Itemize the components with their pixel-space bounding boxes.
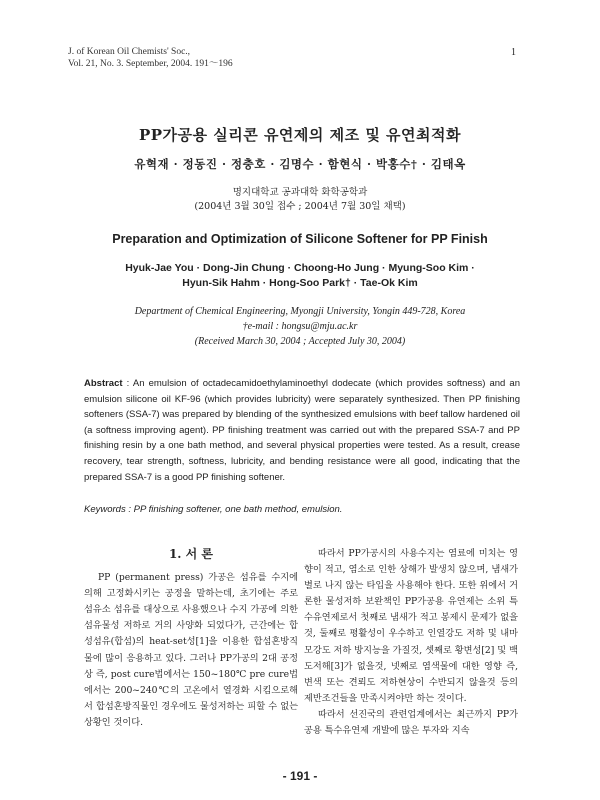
- footer-page-number: - 191 -: [282, 769, 318, 783]
- corresponding-email: †e-mail : hongsu@mju.ac.kr: [242, 321, 358, 332]
- journal-name: J. of Korean Oil Chemists' Soc.,: [68, 47, 191, 57]
- affiliation-english-dept: Department of Chemical Engineering, Myongji University, Yongin 449-728, Korea: [134, 306, 466, 317]
- authors-english-line1: Hyuk-Jae You · Dong-Jin Chung · Choong-Ho Jung · Myung-Soo Kim ·: [125, 262, 475, 274]
- affiliation-korean-dept: 명지대학교 공과대학 화학공학과: [232, 187, 368, 198]
- column-left: [84, 546, 298, 731]
- affiliation-korean: [0, 186, 600, 214]
- dates-english: (Received March 30, 2004 ; Accepted July 30, 2004): [194, 336, 406, 347]
- authors-english: [0, 261, 600, 291]
- title-english: Preparation and Optimization of Silicone Softener for PP Finish: [112, 232, 488, 246]
- abstract-text: : An emulsion of octadecamidoethylaminoethyl dodecate (which provides softness) and an emulsion silicone oil KF-96 (which provides lubricity) were separately synthesized. Then PP finishing softeners (SSA-7) was prepared by blending of the synthesized emulsions with beef tallow hardened oil (a softness improving agent). PP finishing treatment was carried out with the prepared SSA-7 and PP finishing resin by a one bath method, and several physical properties were tested. As a result, crease recovery, tear strength, softness, lubricity, and bending resistance were all good, indicating that the prepared SSA-7 is a good PP finishing softener.: [84, 378, 520, 483]
- abstract: [84, 376, 520, 485]
- paragraph: 따라서 PP가공시의 사용수지는 염료에 미치는 영향이 적고, 염소로 인한 상해가 발생치 않으며, 냄새가 별로 나지 않는 타입을 사용해야 한다. 또한 위에서 거론한 물성저하 보완책인 PP가공용 유연제는 소위 특수유연제로서 첫째로 냄새가 적고 봉제시 문제가 없을것, 둘째로 평활성이 우수하고 인열강도 저하 및 내마모강도 저하 방지능을 가질것, 셋째로 황변성[2] 및 백도저해[3]가 없을것, 넷째로 염색물에 대한 영향 즉, 변색 또는 견뢰도 저하현상이 수반되지 않을것 등의 제반조건들을 만족시켜야만 하는 것이다.: [304, 548, 518, 704]
- authors-korean: 유혁재 · 정동진 · 정충호 · 김명수 · 함현식 · 박홍수† · 김태옥: [134, 157, 466, 171]
- authors-english-line2: Hyun-Sik Hahm · Hong-Soo Park† · Tae-Ok Kim: [182, 277, 418, 289]
- keywords: Keywords : PP finishing softener, one bath method, emulsion.: [84, 504, 343, 515]
- paragraph: 따라서 선진국의 관련업계에서는 최근까지 PP가공용 특수유연제 개발에 많은 투자와 지속: [304, 708, 518, 737]
- affiliation-english: [0, 304, 600, 349]
- column-right: [304, 546, 518, 739]
- title-korean: PP가공용 실리콘 유연제의 제조 및 유연최적화: [139, 126, 461, 144]
- dates-korean: (2004년 3월 30일 접수 ; 2004년 7월 30일 채택): [194, 201, 406, 212]
- abstract-label: Abstract: [84, 378, 123, 389]
- journal-volume: Vol. 21, No. 3. September, 2004. 191～196: [68, 59, 233, 69]
- header-page-number: 1: [511, 47, 516, 58]
- journal-citation: [68, 46, 233, 70]
- section-heading: 1. 서 론: [168, 547, 214, 561]
- paragraph: PP (permanent press) 가공은 섬유를 수지에 의해 고정화시키는 공정을 말하는데, 초기에는 주로 섬유소 섬유를 대상으로 사용했으나 수지 가공에 의한 섬유물성 저하로 거의 사양화 되었다가, 근간에는 합성섬유(합섬)의 heat-set성[1]을 이용한 합섬혼방직물에 많이 응용하고 있다. 그러나 PP가공의 2대 공정상 즉, post cure법에서는 150~180℃ pre cure법에서는 200~240℃의 고온에서 열경화 시킴으로해서 합섬혼방직물인 경우에도 물성저하는 피할 수 없는 상황인 것이다.: [84, 572, 298, 728]
